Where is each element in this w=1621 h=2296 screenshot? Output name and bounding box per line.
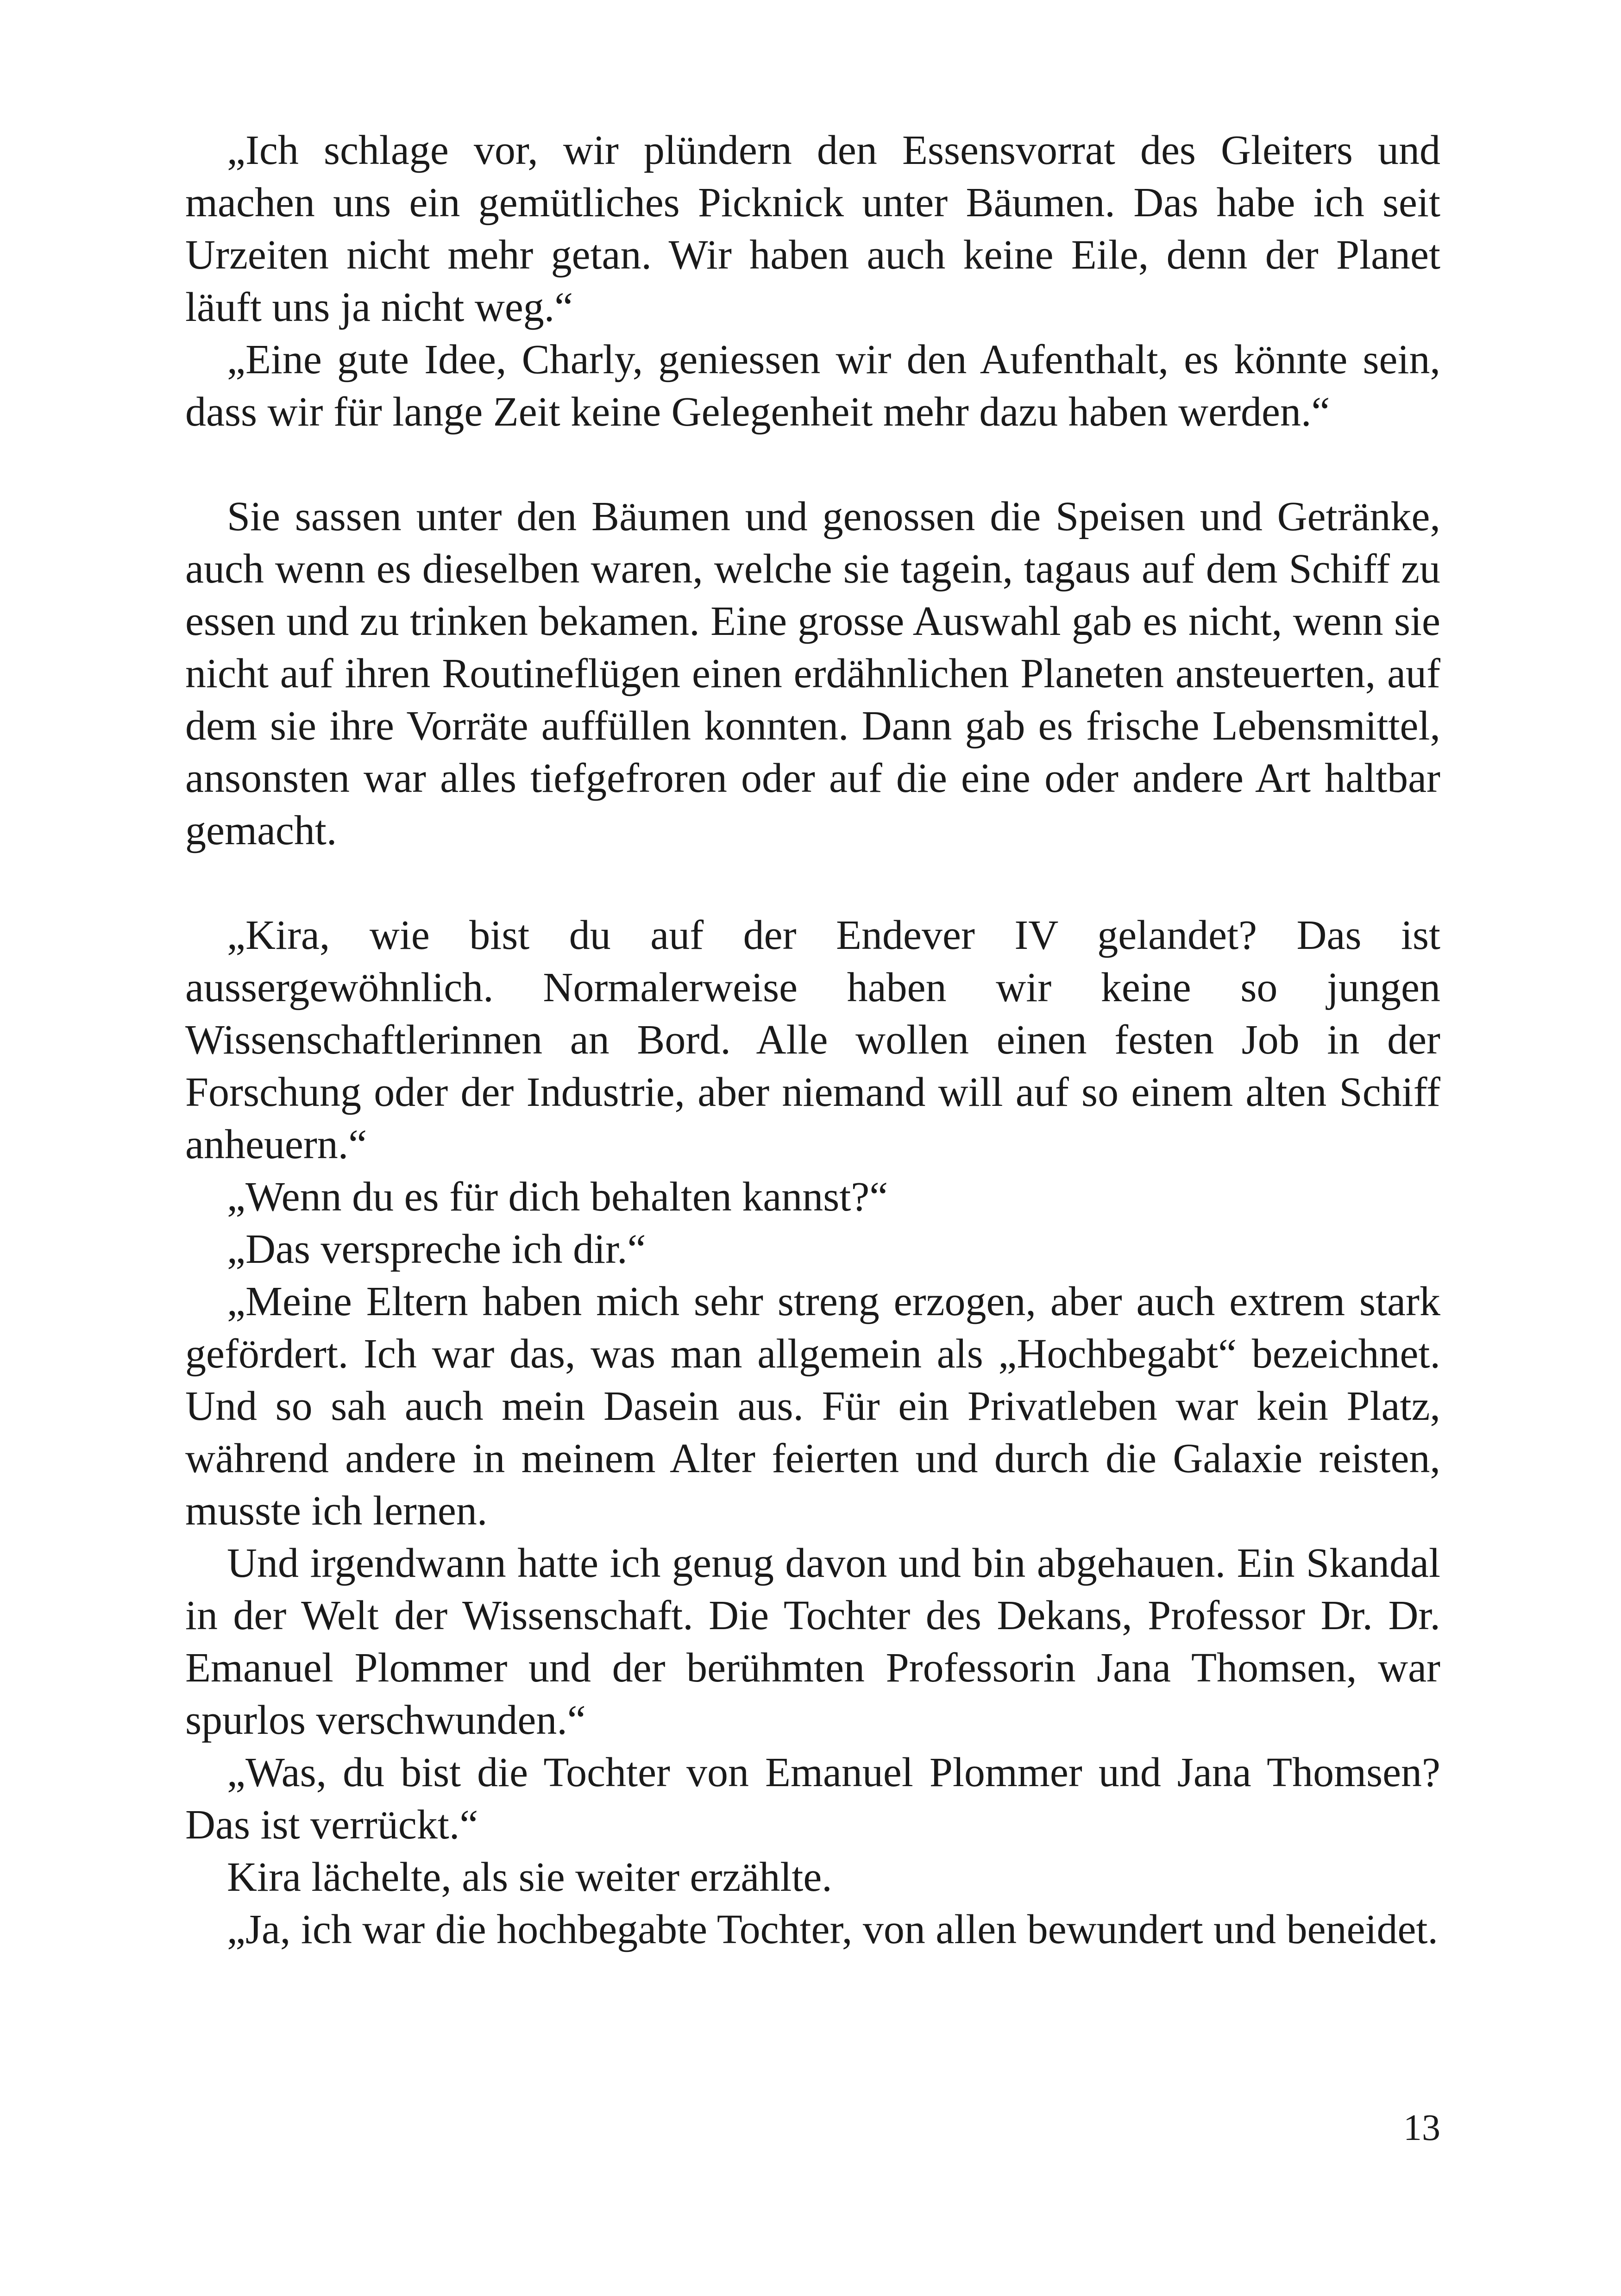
paragraph: „Was, du bist die Tochter von Emanuel Plommer und Jana Thomsen? Das ist verrückt.“ <box>185 1750 1440 1848</box>
paragraph: „Eine gute Idee, Charly, geniessen wir den Aufenthalt, es könnte sein, dass wir für lange Zeit keine Gelegenheit mehr dazu haben werden.“ <box>185 337 1440 435</box>
paragraph: „Ich schlage vor, wir plündern den Essensvorrat des Gleiters und machen uns ein gemütliches Picknick unter Bäumen. Das habe ich seit Urzeiten nicht mehr getan. Wir haben auch keine Eile, denn der Planet läuft uns ja nicht weg.“ <box>185 127 1440 330</box>
paragraph: Und irgendwann hatte ich genug davon und bin abgehauen. Ein Skandal in der Welt der Wissenschaft. Die Tochter des Dekans, Professor Dr. Dr. Emanuel Plommer und der berühmten Professorin Jana Thomsen, war spurlos verschwunden.“ <box>185 1540 1440 1743</box>
body-text <box>185 124 1440 1956</box>
paragraph: „Meine Eltern haben mich sehr streng erzogen, aber auch extrem stark gefördert. Ich war das, was man allgemein als „Hochbegabt“ bezeichnet. Und so sah auch mein Dasein aus. Für ein Privatleben war kein Platz, während andere in meinem Alter feierten und durch die Galaxie reisten, musste ich lernen. <box>185 1279 1440 1534</box>
paragraph: Sie sassen unter den Bäumen und genossen die Speisen und Getränke, auch wenn es dieselben waren, welche sie tagein, tagaus auf dem Schiff zu essen und zu trinken bekamen. Eine grosse Auswahl gab es nicht, wenn sie nicht auf ihren Routineflügen einen erdähnlichen Planeten ansteuerten, auf dem sie ihre Vorräte auffüllen konnten. Dann gab es frische Lebensmittel, ansonsten war alles tiefgefroren oder auf die eine oder andere Art haltbar gemacht. <box>185 494 1440 853</box>
paragraph: „Wenn du es für dich behalten kannst?“ <box>227 1174 888 1220</box>
paragraph: „Ja, ich war die hochbegabte Tochter, von allen bewundert und beneidet. <box>227 1907 1438 1952</box>
paragraph: Kira lächelte, als sie weiter erzählte. <box>227 1854 832 1900</box>
page-number: 13 <box>1403 2108 1440 2148</box>
paragraph: „Das verspreche ich dir.“ <box>227 1226 646 1272</box>
paragraph: „Kira, wie bist du auf der Endever IV gelandet? Das ist aussergewöhnlich. Normalerweise haben wir keine so jungen Wissenschaftlerinnen an Bord. Alle wollen einen festen Job in der Forschung oder der Industrie, aber niemand will auf so einem alten Schiff anheuern.“ <box>185 912 1440 1167</box>
